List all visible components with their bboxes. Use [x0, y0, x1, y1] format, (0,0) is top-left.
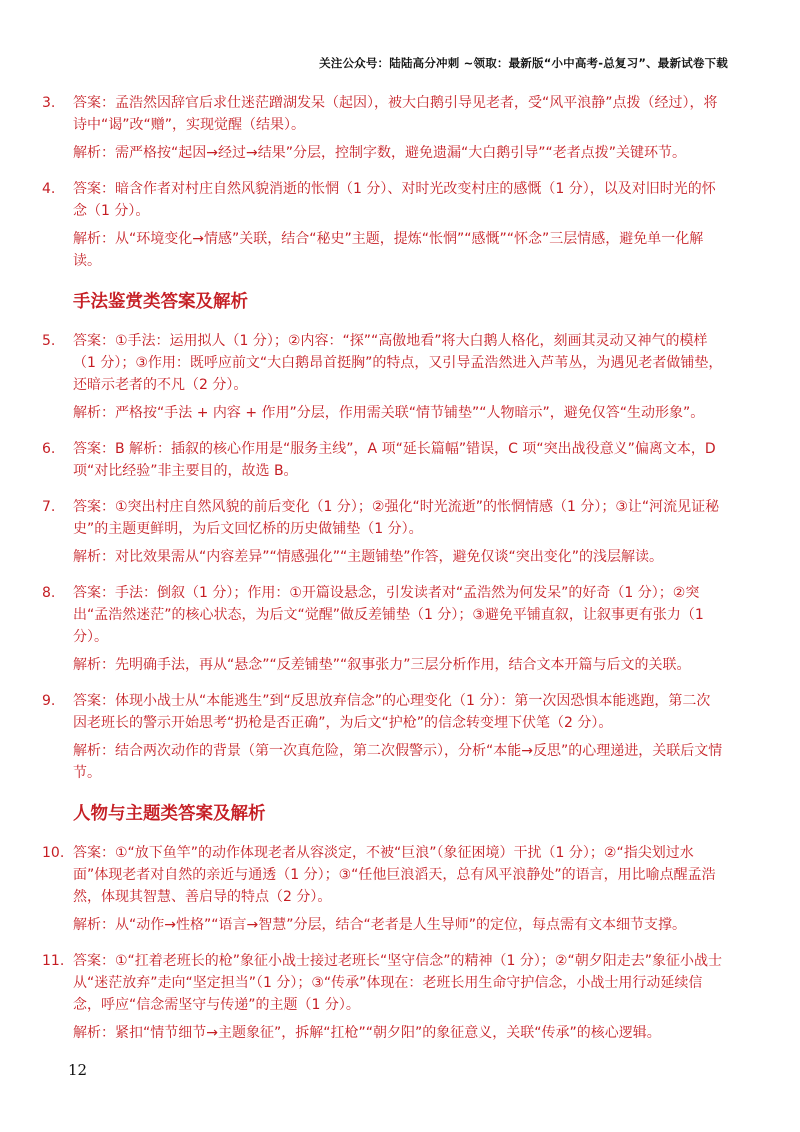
explanation-text: 解析：对比效果需从“内容差异”“情感强化”“主题铺垫”作答，避免仅谈“突出变化”的浅层解读。: [73, 549, 664, 565]
question-number: 4.: [42, 181, 56, 197]
explanation-text: 解析：从“环境变化→情感”关联，结合“秘史”主题，提炼“怅惘”“感慨”“怀念”三层情感，避免单一化解读。: [73, 231, 704, 269]
section-title: 手法鉴赏类答案及解析: [73, 292, 248, 312]
answer-text: 答案：①“放下鱼竿”的动作体现老者从容淡定，不被“巨浪”（象征困境）干扰（1 分）；②“指尖划过水面”体现老者对自然的亲近与通透（1 分）；③“任他巨浪滔天，总有风平浪静处”的语言，用比喻点醒孟浩然，体现其智慧、善启导的特点（2 分）。: [73, 845, 716, 905]
answer-text: 答案：①突出村庄自然风貌的前后变化（1 分）；②强化“时光流逝”的怅惘情感（1 分）；③让“河流见证秘史”的主题更鲜明，为后文回忆桥的历史做铺垫（1 分）。: [73, 499, 720, 537]
explanation-text: 解析：从“动作→性格”“语言→智慧”分层，结合“老者是人生导师”的定位，每点需有文本细节支撑。: [73, 917, 686, 933]
question-number: 10.: [42, 845, 65, 861]
answer-text: 答案：手法：倒叙（1 分）；作用：①开篇设悬念，引发读者对“孟浩然为何发呆”的好奇（1 分）；②突出“孟浩然迷茫”的核心状态，为后文“觉醒”做反差铺垫（1 分）；③避免平铺直叙，让叙事更有张力（1 分）。: [73, 585, 704, 645]
question-number: 8.: [42, 585, 56, 601]
answer-text: 答案：体现小战士从“本能逃生”到“反思放弃信念”的心理变化（1 分）：第一次因恐惧本能逃跑，第二次因老班长的警示开始思考“扔枪是否正确”，为后文“护枪”的信念转变埋下伏笔（2 分）。: [73, 693, 711, 731]
question-number: 6.: [42, 441, 56, 457]
question-item: [0, 330, 800, 424]
question-number: 9.: [42, 693, 56, 709]
question-item: [0, 582, 800, 676]
explanation-text: 解析：需严格按“起因→经过→结果”分层，控制字数，避免遗漏“大白鹅引导”“老者点拨”关键环节。: [73, 145, 686, 161]
question-item: [0, 496, 800, 568]
question-item: [0, 178, 800, 272]
question-item: [0, 950, 800, 1044]
question-item: [0, 438, 800, 482]
answer-content: [0, 92, 800, 1058]
question-number: 5.: [42, 333, 56, 349]
explanation-text: 解析：严格按“手法 + 内容 + 作用”分层，作用需关联“情节铺垫”“人物暗示”，避免仅答“生动形象”。: [73, 405, 705, 421]
answer-text: 答案：孟浩然因辞官后求仕迷茫蹭湖发呆（起因），被大白鹅引导见老者，受“风平浪静”点拨（经过），将诗中“谒”改“赠”，实现觉醒（结果）。: [73, 95, 718, 133]
page-header: 关注公众号：陆陆高分冲刺 ~领取：最新版“小中高考-总复习”、最新试卷下载: [319, 56, 728, 70]
explanation-text: 解析：结合两次动作的背景（第一次真危险，第二次假警示），分析“本能→反思”的心理递进，关联后文情节。: [73, 743, 723, 781]
question-item: [0, 842, 800, 936]
question-number: 7.: [42, 499, 56, 515]
question-item: [0, 92, 800, 164]
answer-text: 答案：①“扛着老班长的枪”象征小战士接过老班长“坚守信念”的精神（1 分）；②“朝夕阳走去”象征小战士从“迷茫放弃”走向“坚定担当”（1 分）；③“传承”体现在：老班长用生命守护信念，小战士用行动延续信念，呼应“信念需坚守与传递”的主题（1 分）。: [73, 953, 722, 1013]
question-number: 11.: [42, 953, 65, 969]
answer-text: 答案：暗含作者对村庄自然风貌消逝的怅惘（1 分）、对时光改变村庄的感慨（1 分），以及对旧时光的怀念（1 分）。: [73, 181, 716, 219]
section-title: 人物与主题类答案及解析: [73, 804, 266, 824]
question-number: 3.: [42, 95, 56, 111]
answer-text: 答案：①手法：运用拟人（1 分）；②内容：“探”“高傲地看”将大白鹅人格化，刻画其灵动又神气的模样（1 分）；③作用：既呼应前文“大白鹅昂首挺胸”的特点，又引导孟浩然进入芦苇丛，为遇见老者做铺垫，还暗示老者的不凡（2 分）。: [73, 333, 723, 393]
answer-text: 答案：B 解析：插叙的核心作用是“服务主线”，A 项“延长篇幅”错误，C 项“突出战役意义”偏离文本，D 项“对比经验”非主要目的，故选 B。: [73, 441, 716, 479]
page-number: 12: [68, 1061, 88, 1079]
question-item: [0, 690, 800, 784]
explanation-text: 解析：紧扣“情节细节→主题象征”，拆解“扛枪”“朝夕阳”的象征意义，关联“传承”的核心逻辑。: [73, 1025, 661, 1041]
explanation-text: 解析：先明确手法，再从“悬念”“反差铺垫”“叙事张力”三层分析作用，结合文本开篇与后文的关联。: [73, 657, 691, 673]
